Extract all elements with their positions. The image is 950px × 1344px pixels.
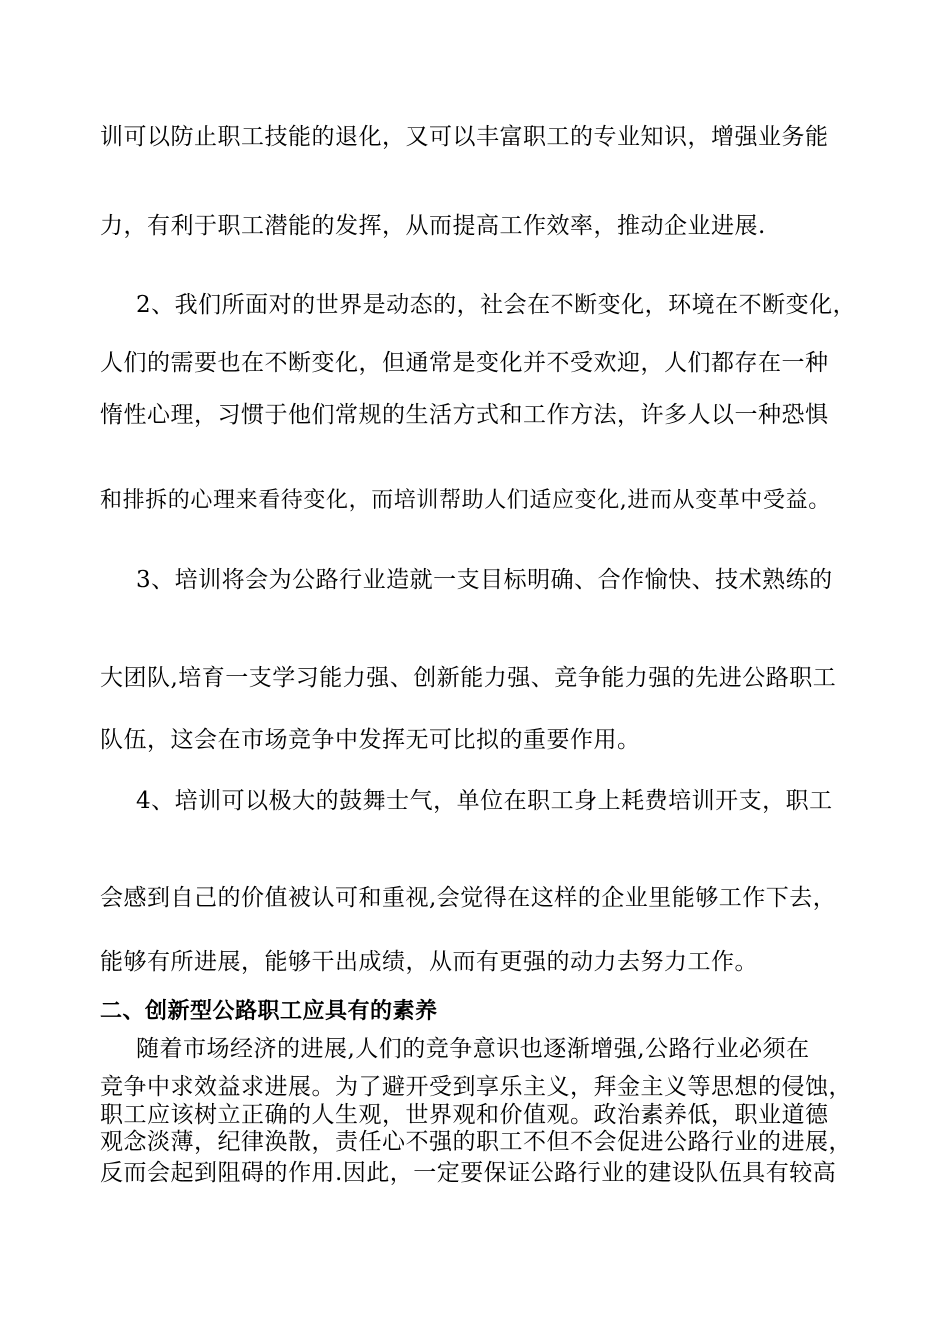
- paragraph-2-line-3: 惰性心理，习惯于他们常规的生活方式和工作方法，许多人以一种恐惧: [100, 402, 829, 428]
- paragraph-5-line-2: 竞争中求效益求进展。为了避开受到享乐主义，拜金主义等思想的侵蚀，: [100, 1074, 852, 1100]
- paragraph-4-line-2: 会感到自己的价值被认可和重视,会觉得在这样的企业里能够工作下去，: [100, 885, 837, 911]
- paragraph-1-line-2: 力，有利于职工潜能的发挥，从而提高工作效率，推动企业进展.: [100, 213, 766, 239]
- paragraph-3-line-3: 队伍，这会在市场竞争中发挥无可比拟的重要作用。: [100, 727, 641, 753]
- section-heading: 二、创新型公路职工应具有的素养: [100, 998, 438, 1024]
- paragraph-5-line-4: 观念淡薄，纪律涣散，责任心不强的职工不但不会促进公路行业的进展，: [100, 1129, 852, 1155]
- paragraph-2-line-1: 2、我们所面对的世界是动态的，社会在不断变化，环境在不断变化，: [136, 292, 857, 318]
- paragraph-5-line-3: 职工应该树立正确的人生观，世界观和价值观。政治素养低，职业道德: [100, 1102, 829, 1128]
- paragraph-1-line-1: 训可以防止职工技能的退化，又可以丰富职工的专业知识，增强业务能: [100, 124, 829, 150]
- paragraph-3-line-2: 大团队,培育一支学习能力强、创新能力强、竞争能力强的先进公路职工: [100, 665, 837, 691]
- paragraph-4-line-1: 4、培训可以极大的鼓舞士气，单位在职工身上耗费培训开支，职工: [136, 788, 833, 814]
- paragraph-2-line-2: 人们的需要也在不断变化，但通常是变化并不受欢迎，人们都存在一种: [100, 350, 829, 376]
- paragraph-2-line-4: 和排拆的心理来看待变化，而培训帮助人们适应变化,进而从变革中受益。: [100, 488, 831, 513]
- paragraph-3-line-1: 3、培训将会为公路行业造就一支目标明确、合作愉快、技术熟练的: [136, 567, 833, 593]
- paragraph-5-line-5: 反而会起到阻碍的作用.因此，一定要保证公路行业的建设队伍具有较高: [100, 1160, 837, 1186]
- paragraph-5-line-1: 随着市场经济的进展,人们的竞争意识也逐渐增强,公路行业必须在: [136, 1036, 810, 1062]
- paragraph-4-line-3: 能够有所进展，能够干出成绩，从而有更强的动力去努力工作。: [100, 949, 758, 975]
